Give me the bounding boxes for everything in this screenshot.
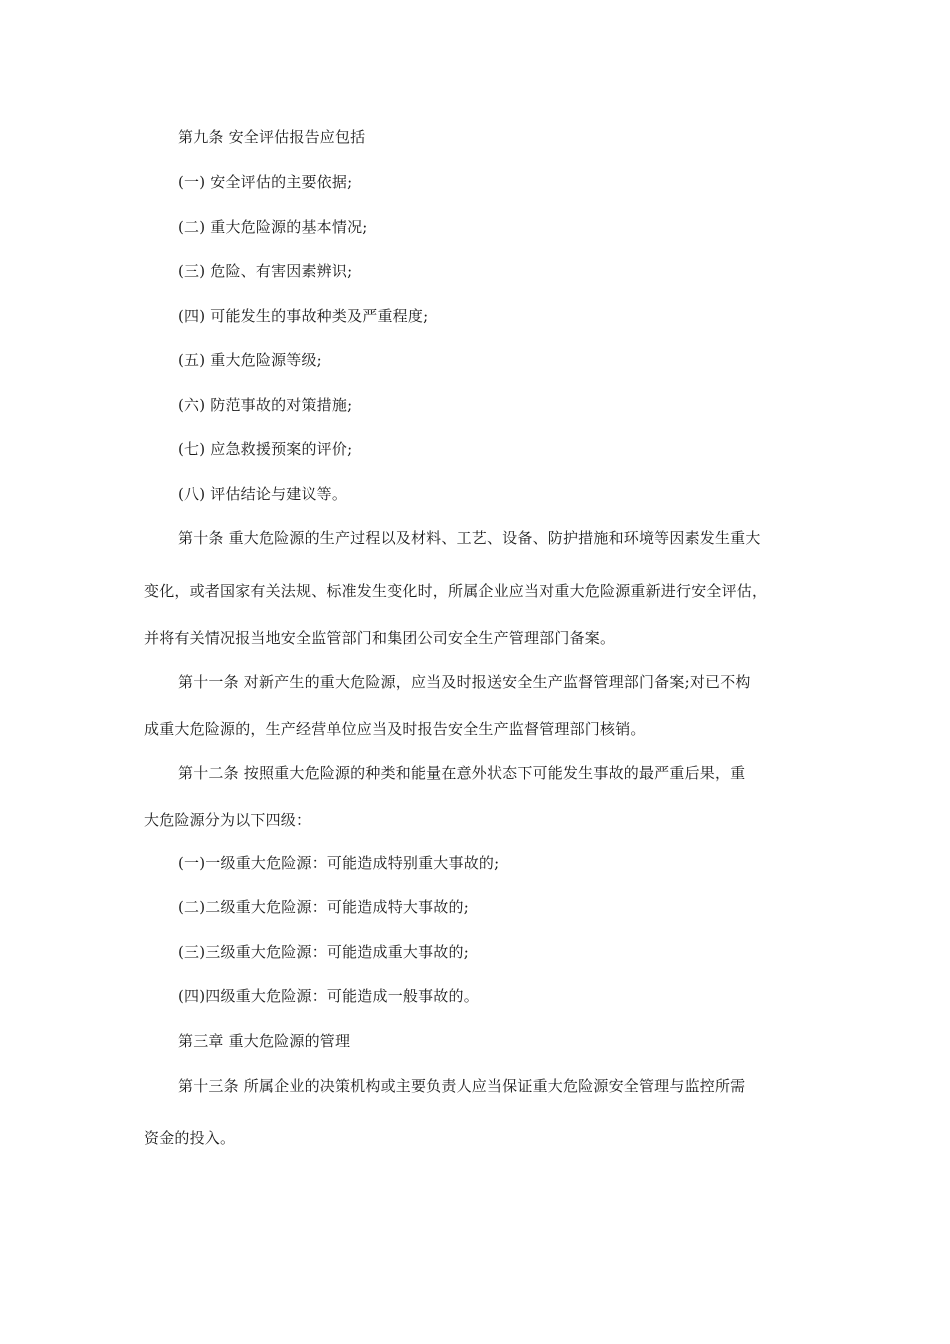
article-12-line: 第十二条 按照重大危险源的种类和能量在意外状态下可能发生事故的最严重后果，重 xyxy=(178,764,746,782)
list-item: (四) 可能发生的事故种类及严重程度; xyxy=(178,307,429,325)
list-item: (二) 重大危险源的基本情况; xyxy=(178,218,368,236)
article-12-line: 大危险源分为以下四级： xyxy=(144,811,312,829)
list-item: (一)一级重大危险源：可能造成特别重大事故的; xyxy=(178,854,500,872)
list-item: (六) 防范事故的对策措施; xyxy=(178,396,353,414)
list-item: (三)三级重大危险源：可能造成重大事故的; xyxy=(178,943,469,961)
article-13-line: 第十三条 所属企业的决策机构或主要负责人应当保证重大危险源安全管理与监控所需 xyxy=(178,1077,746,1095)
list-item: (八) 评估结论与建议等。 xyxy=(178,485,348,503)
list-item: (七) 应急救援预案的评价; xyxy=(178,440,353,458)
article-11-line: 第十一条 对新产生的重大危险源，应当及时报送安全生产监督管理部门备案;对已不构 xyxy=(178,673,751,691)
article-10-line: 第十条 重大危险源的生产过程以及材料、工艺、设备、防护措施和环境等因素发生重大 xyxy=(178,529,761,547)
article-9-heading: 第九条 安全评估报告应包括 xyxy=(178,128,366,146)
article-11-line: 成重大危险源的，生产经营单位应当及时报告安全生产监督管理部门核销。 xyxy=(144,720,646,738)
list-item: (四)四级重大危险源：可能造成一般事故的。 xyxy=(178,987,479,1005)
list-item: (三) 危险、有害因素辨识; xyxy=(178,262,353,280)
list-item: (五) 重大危险源等级; xyxy=(178,351,322,369)
list-item: (一) 安全评估的主要依据; xyxy=(178,173,353,191)
article-10-line: 变化，或者国家有关法规、标准发生变化时，所属企业应当对重大危险源重新进行安全评估， xyxy=(144,582,768,600)
article-10-line: 并将有关情况报当地安全监管部门和集团公司安全生产管理部门备案。 xyxy=(144,629,616,647)
article-13-line: 资金的投入。 xyxy=(144,1129,236,1147)
list-item: (二)二级重大危险源：可能造成特大事故的; xyxy=(178,898,469,916)
chapter-3-heading: 第三章 重大危险源的管理 xyxy=(178,1032,351,1050)
